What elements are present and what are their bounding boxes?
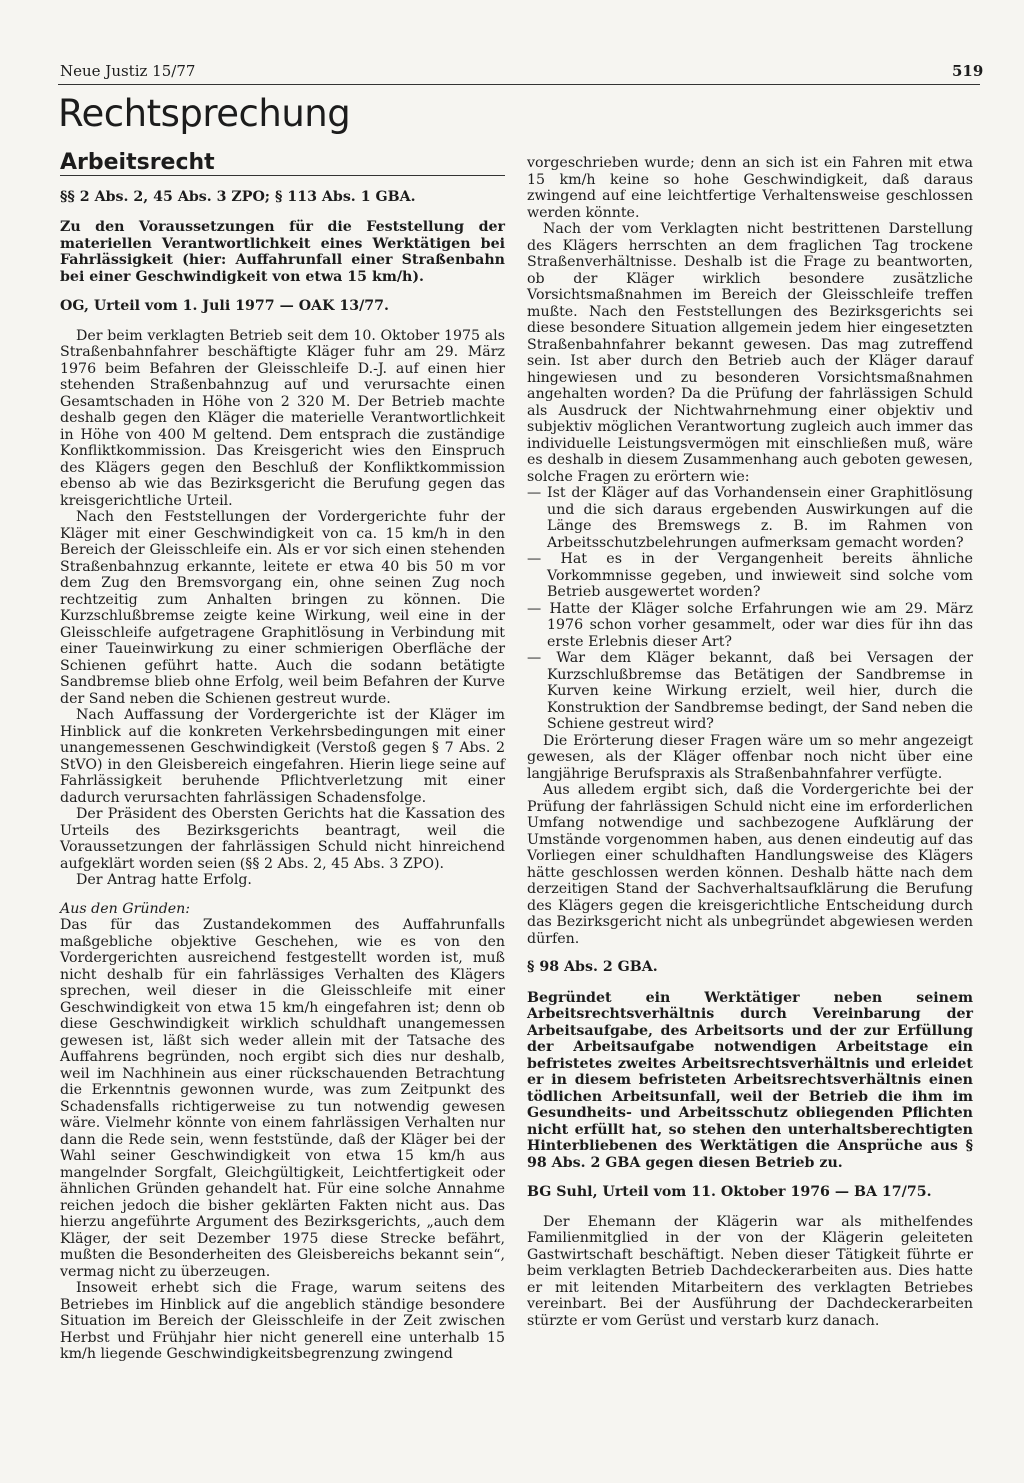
left-column (60, 150, 505, 1363)
case1-paragraph: Nach der vom Verklagten nicht bestrittenen Darstellung des Klägers herrschten an dem fraglichen Tag trockene Straßenverhältnisse. Deshalb ist die Frage zu beantworten, ob der Kläger wirklich besondere zusätzliche Vorsichtsmaßnahmen im Bereich der Gleisschleife treffen mußte. Nach den Feststellungen des Bezirksgerichts sei diese besondere Situation allgemein jedem hier eingesetzten Straßenbahnfahrer bekannt gewesen. Das mag zutreffend sein. Ist aber durch den Betrieb auch der Kläger darauf hingewiesen und zu besonderen Vorsichtsmaßnahmen angehalten worden? Da die Prüfung der fahrlässigen Schuld als Ausdruck der Nichtwahrnehmung einer objektiv und subjektiv möglichen Verantwortung zugleich auch immer das individuelle Leistungsvermögen mit einschließen muß, wäre es deshalb in diesem Zusammenhang auch geboten gewesen, solche Fragen zu erörtern wie: (527, 221, 973, 485)
question-item: — Hat es in der Vergangenheit bereits ähnliche Vorkommnisse gegeben, und inwieweit sind solche vom Betrieb ausgewertet worden? (527, 551, 973, 600)
header-divider (58, 84, 980, 85)
grounds-heading: Aus den Gründen: (60, 900, 191, 917)
case1-paragraph: Der beim verklagten Betrieb seit dem 10. Oktober 1975 als Straßenbahnfahrer beschäftigte Kläger fuhr am 29. März 1976 beim Befahren der Gleisschleife D.-J. auf einen hier stehenden Straßenbahnzug auf und verursachte einen Gesamtschaden in Höhe von 2 320 M. Der Betrieb machte deshalb gegen den Kläger die materielle Verantwortlichkeit in Höhe von 400 M geltend. Dem entsprach die zuständige Konfliktkommission. Das Kreisgericht wies den Einspruch des Klägers gegen den Beschluß der Konfliktkommission ebenso ab wie das Bezirksgericht die Berufung gegen das kreisgerichtliche Urteil. (60, 327, 505, 509)
case2-court: BG Suhl, Urteil vom 11. Oktober 1976 — BA 17/75. (527, 1184, 932, 1200)
case1-headnote: Zu den Voraussetzungen für die Feststellung der materiellen Verantwortlichkeit eines Werktätigen bei Fahrlässigkeit (hier: Auffahrunfall einer Straßenbahn bei einer Geschwindigkeit von etwa 15 km/h). (60, 219, 505, 285)
section-heading: Arbeitsrecht (60, 155, 505, 176)
case1-paragraph: Nach den Feststellungen der Vordergerichte fuhr der Kläger mit einer Geschwindigkeit von ca. 15 km/h in den Bereich der Gleisschleife ein. Als er vor sich einen stehenden Straßenbahnzug erkannte, leitete er etwa 40 bis 50 m vor dem Zug den Bremsvorgang ein, ohne seinen Zug noch rechtzeitig zum Anhalten bringen zu können. Die Kurzschlußbremse zeigte keine Wirkung, weil eine in der Gleisschleife aufgetragene Graphitlösung in Verbindung mit einer Taueinwirkung zu einer schmierigen Oberfläche der Schienen geführt hatte. Auch die sodann betätigte Sandbremse blieb ohne Erfolg, weil beim Befahren der Kurve der Sand neben die Schienen gestreut wurde. (60, 509, 505, 707)
case1-paragraph: Der Präsident des Obersten Gerichts hat die Kassation des Urteils des Bezirksgerichts beantragt, weil die Voraussetzungen der fahrlässigen Schuld nicht hinreichend aufgeklärt worden seien (§§ 2 Abs. 2, 45 Abs. 3 ZPO). (60, 806, 505, 872)
case1-paragraph: vorgeschrieben wurde; denn an sich ist ein Fahren mit etwa 15 km/h keine so hohe Geschwindigkeit, daß daraus zwingend auf eine leichtfertige Verhaltensweise geschlossen werden könnte. (527, 155, 973, 221)
case1-paragraph: Die Erörterung dieser Fragen wäre um so mehr angezeigt gewesen, als der Kläger offenbar noch nicht über eine langjährige Berufspraxis als Straßenbahnfahrer verfügte. (527, 732, 973, 782)
case1-paragraph: Nach Auffassung der Vordergerichte ist der Kläger im Hinblick auf die konkreten Verkehrsbedingungen mit einer unangemessenen Geschwindigkeit (Verstoß gegen § 7 Abs. 2 StVO) in den Gleisbereich eingefahren. Hierin liege seine auf Fahrlässigkeit beruhende Pflichtverletzung mit einer dadurch verursachten fahrlässigen Schadensfolge. (60, 707, 505, 806)
case2-paragraph: Der Ehemann der Klägerin war als mithelfendes Familienmitglied in der von der Klägerin geleiteten Gastwirtschaft beschäftigt. Neben dieser Tätigkeit führte er beim verklagten Betrieb Dachdeckerarbeiten aus. Dies hatte er mit leitenden Mitarbeitern des verklagten Betriebes vereinbart. Bei der Ausführung der Dachdeckerarbeiten stürzte er vom Gerüst und verstarb kurz danach. (527, 1213, 973, 1329)
case1-paragraph: Insoweit erhebt sich die Frage, warum seitens des Betriebes im Hinblick auf die angeblich ständige besondere Situation im Bereich der Gleisschleife in der Zeit zwischen Herbst und Frühjahr hier nicht generell eine unterhalb 15 km/h liegende Geschwindigkeitsbegrenzung zwingend (60, 1280, 505, 1362)
page-number: 519 (952, 62, 984, 80)
case1-paragraph: Das für das Zustandekommen des Auffahrunfalls maßgebliche objektive Geschehen, wie es von den Vordergerichten ausreichend festgestellt worden ist, muß nicht deshalb für ein fahrlässiges Verhalten des Klägers sprechen, weil dieser in die Gleisschleife mit einer Geschwindigkeit von etwa 15 km/h eingefahren ist; denn ob diese Geschwindigkeit wirklich schuldhaft unangemessen gewesen ist, läßt sich weder allein mit der Tatsache des Auffahrens begründen, noch ergibt sich dies nur deshalb, weil im Nachhinein aus einer rückschauenden Betrachtung die Erkenntnis gewonnen wurde, was zum Zeitpunkt des Schadensfalls richtigerweise zu tun notwendig gewesen wäre. Vielmehr könnte von einem fahrlässigen Verhalten nur dann die Rede sein, wenn feststünde, daß der Kläger bei der Wahl seiner Geschwindigkeit von etwa 15 km/h aus mangelnder Sorgfalt, Gleichgültigkeit, Leichtfertigkeit oder ähnlichen Gründen gehandelt hat. Für eine solche Annahme reichen jedoch die bisher geklärten Fakten nicht aus. Das hierzu angeführte Argument des Bezirksgerichts, „auch dem Kläger, der seit Dezember 1975 diese Strecke befährt, mußten die Besonderheiten des Gleisbereichs bekannt sein“, vermag nicht zu überzeugen. (60, 917, 505, 1280)
case1-paragraph: Aus alledem ergibt sich, daß die Vordergerichte bei der Prüfung der fahrlässigen Schuld nicht eine im erforderlichen Umfang notwendige und sachbezogene Aufklärung der Umstände vorgenommen haben, aus denen eindeutig auf das Vorliegen einer schuldhaften Handlungsweise des Klägers hätte geschlossen werden können. Deshalb hätte nach dem derzeitigen Stand der Sachverhaltsaufklärung die Berufung des Klägers gegen die kreisgerichtliche Entscheidung durch das Bezirksgericht nicht als unbegründet abgewiesen werden dürfen. (527, 782, 973, 947)
question-item: — Ist der Kläger auf das Vorhandensein einer Graphitlösung und die sich daraus ergebenden Auswirkungen auf die Länge des Bremswegs z. B. im Rahmen von Arbeitsschutzbelehrungen aufmerksam gemacht worden? (527, 485, 973, 551)
case2-norms: § 98 Abs. 2 GBA. (527, 959, 658, 975)
question-item: — War dem Kläger bekannt, daß bei Versagen der Kurzschlußbremse das Betätigen der Sandbremse in Kurven keine Wirkung erzielt, weil hier, durch die Konstruktion der Sandbremse bedingt, der Sand neben die Schiene gestreut wird? (527, 650, 973, 732)
case1-norms: §§ 2 Abs. 2, 45 Abs. 3 ZPO; § 113 Abs. 1 GBA. (60, 188, 416, 205)
journal-issue: Neue Justiz 15/77 (60, 62, 196, 80)
right-column (527, 155, 973, 1329)
case2-headnote: Begründet ein Werktätiger neben seinem Arbeitsrechtsverhältnis durch Vereinbarung der Arbeitsaufgabe, des Arbeitsorts und der zur Erfüllung der Arbeitsaufgabe notwendigen Arbeitstage ein befristetes zweites Arbeitsrechtsverhältnis und erleidet er in diesem befristeten Arbeitsrechtsverhältnis einen tödlichen Arbeitsunfall, weil der Betrieb die ihm im Gesundheits- und Arbeitsschutz obliegenden Pflichten nicht erfüllt hat, so stehen den unterhaltsberechtigten Hinterbliebenen des Werktätigen die Ansprüche aus § 98 Abs. 2 GBA gegen diesen Betrieb zu. (527, 989, 973, 1171)
question-item: — Hatte der Kläger solche Erfahrungen wie am 29. März 1976 schon vorher gesammelt, oder war dies für ihn das erste Erlebnis dieser Art? (527, 600, 973, 650)
case1-paragraph: Der Antrag hatte Erfolg. (76, 872, 252, 888)
page-title: Rechtsprechung (58, 92, 351, 135)
case1-court: OG, Urteil vom 1. Juli 1977 — OAK 13/77. (60, 298, 389, 314)
